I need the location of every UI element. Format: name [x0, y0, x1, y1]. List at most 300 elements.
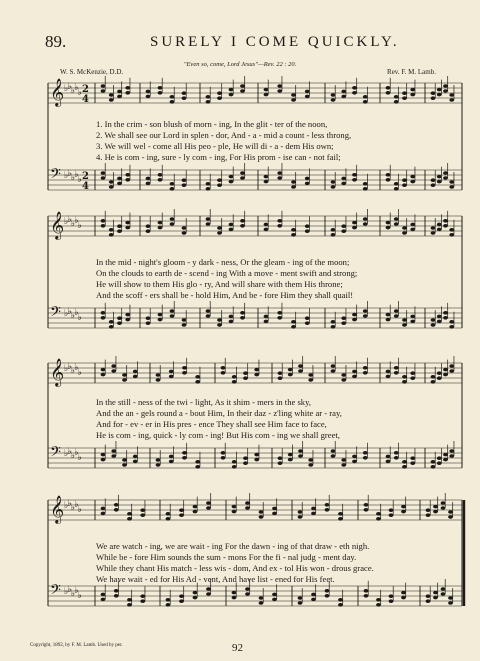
note-head [217, 231, 222, 235]
note-head [341, 373, 346, 377]
note-head [277, 89, 282, 93]
note-head [170, 187, 175, 191]
note-head [352, 221, 357, 225]
lyric-line: 4. He is com - ing, sure - ly com - ing, For His prom - ise can - not fail; [96, 152, 341, 162]
note-head [449, 93, 454, 97]
note-head [101, 84, 106, 88]
note-head [433, 510, 438, 514]
flat-sign-icon: ♭ [77, 368, 82, 378]
note-head [109, 325, 114, 329]
note-head [259, 601, 264, 605]
note-head [101, 373, 106, 377]
note-head [232, 591, 237, 595]
note-head [433, 505, 438, 509]
note-head [363, 182, 368, 186]
note-head [277, 311, 282, 315]
note-head [331, 449, 336, 453]
note-head [402, 318, 407, 322]
note-head [426, 599, 431, 603]
note-head [338, 517, 343, 521]
treble-clef-icon: 𝄞 [50, 211, 65, 239]
note-head [101, 171, 106, 175]
note-head [232, 375, 237, 379]
note-head [277, 316, 282, 320]
note-head [431, 375, 436, 379]
note-head [232, 380, 237, 384]
note-head [352, 173, 357, 177]
note-head [443, 316, 448, 320]
note-head [193, 591, 198, 595]
note-head [169, 455, 174, 459]
note-head [182, 91, 187, 95]
note-head [245, 501, 250, 505]
note-head [158, 221, 163, 225]
note-head [195, 465, 200, 469]
note-head [352, 370, 357, 374]
note-head [179, 599, 184, 603]
note-head [394, 187, 399, 191]
note-head [441, 592, 446, 596]
note-head [341, 229, 346, 233]
note-head [341, 90, 346, 94]
note-head [298, 454, 303, 458]
note-head [243, 376, 248, 380]
note-head [394, 309, 399, 313]
note-head [341, 224, 346, 228]
note-head [305, 316, 310, 320]
note-head [101, 316, 106, 320]
note-head [431, 465, 436, 469]
treble-clef-icon: 𝄞 [50, 78, 65, 106]
note-head [206, 100, 211, 104]
note-head [125, 91, 130, 95]
note-head [125, 313, 130, 317]
flat-sign-icon: ♭ [74, 83, 79, 93]
note-head [264, 315, 269, 319]
note-head [389, 594, 394, 598]
note-head [158, 178, 163, 182]
note-head [431, 380, 436, 384]
note-head [386, 455, 391, 459]
note-head [264, 223, 269, 227]
bass-clef-icon: 𝄢 [50, 304, 61, 324]
note-head [389, 513, 394, 517]
note-head [298, 510, 303, 514]
note-head [206, 592, 211, 596]
flat-sign-icon: ♭ [77, 453, 82, 463]
note-head [308, 458, 313, 462]
note-head [109, 320, 114, 324]
lyric-line: We are watch - ing, we are wait - ing For the dawn - ing of that draw - eth nigh. [96, 541, 370, 551]
note-head [394, 314, 399, 318]
note-head [352, 375, 357, 379]
note-head [386, 221, 391, 225]
note-head [217, 91, 222, 95]
note-head [146, 316, 151, 320]
note-head [101, 219, 106, 223]
note-head [311, 593, 316, 597]
lyric-line: 3. We will wel - come all His peo - ple, He will di - a - dem His own; [96, 141, 334, 151]
note-head [363, 217, 368, 221]
note-head [410, 93, 415, 97]
note-head [394, 451, 399, 455]
note-head [206, 95, 211, 99]
note-head [449, 98, 454, 102]
flat-sign-icon: ♭ [70, 589, 76, 599]
note-head [277, 224, 282, 228]
note-head [386, 173, 391, 177]
note-head [402, 183, 407, 187]
note-head [240, 171, 245, 175]
note-head [431, 91, 436, 95]
note-head [127, 517, 132, 521]
note-head [254, 368, 259, 372]
note-head [259, 515, 264, 519]
note-head [240, 219, 245, 223]
note-head [331, 364, 336, 368]
note-head [308, 378, 313, 382]
note-head [449, 369, 454, 373]
note-head [133, 455, 138, 459]
note-head [448, 515, 453, 519]
note-head [170, 217, 175, 221]
note-head [277, 171, 282, 175]
flat-sign-icon: ♭ [70, 173, 76, 183]
note-head [291, 180, 296, 184]
note-head [272, 512, 277, 516]
note-head [169, 370, 174, 374]
note-head [443, 89, 448, 93]
hymn-number: 89. [45, 32, 67, 51]
note-head [101, 507, 106, 511]
note-head [217, 96, 222, 100]
flat-sign-icon: ♭ [77, 221, 82, 231]
note-head [221, 371, 226, 375]
note-head [193, 596, 198, 600]
note-head [240, 224, 245, 228]
note-head [240, 89, 245, 93]
note-head [182, 451, 187, 455]
note-head [437, 315, 442, 319]
note-head [341, 182, 346, 186]
note-head [158, 313, 163, 317]
note-head [308, 373, 313, 377]
note-head [431, 323, 436, 327]
note-head [182, 178, 187, 182]
flat-sign-icon: ♭ [67, 307, 72, 317]
note-head [298, 596, 303, 600]
note-head [449, 364, 454, 368]
note-head [291, 320, 296, 324]
note-head [195, 460, 200, 464]
flat-sign-icon: ♭ [67, 82, 72, 92]
note-head [363, 451, 368, 455]
note-head [278, 376, 283, 380]
note-head [443, 219, 448, 223]
note-head [182, 231, 187, 235]
note-head [156, 378, 161, 382]
note-head [402, 323, 407, 327]
note-head [437, 228, 442, 232]
note-head [410, 175, 415, 179]
note-head [311, 598, 316, 602]
note-head [331, 180, 336, 184]
note-head [443, 373, 448, 377]
note-head [410, 88, 415, 92]
note-head [394, 366, 399, 370]
note-head [394, 100, 399, 104]
note-head [206, 314, 211, 318]
note-head [278, 461, 283, 465]
note-head [341, 95, 346, 99]
note-head [363, 366, 368, 370]
note-head [363, 314, 368, 318]
flat-sign-icon: ♭ [74, 170, 79, 180]
lyric-line: We have wait - ed for His Ad - vent, And have list - ened for His feet. [96, 574, 335, 584]
flat-sign-icon: ♭ [67, 447, 72, 457]
note-head [291, 98, 296, 102]
note-head [229, 88, 234, 92]
note-head [441, 501, 446, 505]
note-head [449, 233, 454, 237]
note-head [264, 180, 269, 184]
note-head [331, 93, 336, 97]
lyric-line: He is com - ing, quick - ly com - ing! But His com - ing we shall greet, [96, 430, 340, 440]
note-head [232, 596, 237, 600]
note-head [402, 460, 407, 464]
time-signature: 2 [82, 84, 89, 95]
note-head [402, 375, 407, 379]
note-head [431, 231, 436, 235]
lyricist-credit: W. S. McKenzie, D.D. [60, 68, 124, 76]
note-head [352, 178, 357, 182]
note-head [243, 461, 248, 465]
note-head [229, 320, 234, 324]
note-head [364, 589, 369, 593]
note-head [206, 587, 211, 591]
note-head [101, 593, 106, 597]
note-head [114, 503, 119, 507]
note-head [169, 460, 174, 464]
note-head [117, 321, 122, 325]
note-head [441, 587, 446, 591]
note-head [437, 93, 442, 97]
note-head [402, 178, 407, 182]
note-head [182, 183, 187, 187]
note-head [101, 368, 106, 372]
note-head [182, 323, 187, 327]
note-head [443, 458, 448, 462]
note-head [166, 512, 171, 516]
note-head [386, 86, 391, 90]
flat-sign-icon: ♭ [64, 171, 69, 181]
note-head [101, 176, 106, 180]
note-head [229, 228, 234, 232]
note-head [206, 217, 211, 221]
note-head [170, 182, 175, 186]
note-head [158, 91, 163, 95]
note-head [363, 309, 368, 313]
note-head [394, 456, 399, 460]
note-head [125, 226, 130, 230]
note-head [449, 180, 454, 184]
flat-sign-icon: ♭ [64, 364, 69, 374]
note-head [243, 371, 248, 375]
flat-sign-icon: ♭ [70, 451, 76, 461]
note-head [352, 86, 357, 90]
note-head [158, 318, 163, 322]
note-head [298, 369, 303, 373]
note-head [125, 178, 130, 182]
note-head [288, 458, 293, 462]
note-head [221, 456, 226, 460]
note-head [133, 460, 138, 464]
note-head [127, 598, 132, 602]
note-head [410, 223, 415, 227]
note-head [437, 320, 442, 324]
page-number: 92 [232, 642, 243, 654]
note-head [195, 380, 200, 384]
note-head [254, 453, 259, 457]
note-head [449, 228, 454, 232]
note-head [311, 507, 316, 511]
note-head [109, 185, 114, 189]
note-head [437, 376, 442, 380]
note-head [170, 314, 175, 318]
note-head [101, 458, 106, 462]
note-head [229, 315, 234, 319]
note-head [305, 95, 310, 99]
note-head [182, 366, 187, 370]
note-head [109, 98, 114, 102]
note-head [229, 180, 234, 184]
note-head [140, 599, 145, 603]
note-head [245, 592, 250, 596]
flat-sign-icon: ♭ [74, 308, 79, 318]
note-head [410, 180, 415, 184]
note-head [443, 368, 448, 372]
note-head [448, 596, 453, 600]
note-head [140, 513, 145, 517]
note-head [402, 231, 407, 235]
note-head [402, 465, 407, 469]
note-head [437, 456, 442, 460]
note-head [170, 95, 175, 99]
note-head [101, 453, 106, 457]
note-head [217, 178, 222, 182]
note-head [338, 598, 343, 602]
note-head [272, 598, 277, 602]
flat-sign-icon: ♭ [64, 217, 69, 227]
note-head [146, 90, 151, 94]
note-head [364, 594, 369, 598]
note-head [298, 364, 303, 368]
lyric-line: And the scoff - ers shall be - hold Him, And be - fore Him they shall quail! [96, 290, 354, 300]
lyric-line: While be - fore Him sounds the sum - mons For the fi - nal judg - ment day. [96, 552, 357, 562]
note-head [410, 461, 415, 465]
lyric-line: 1. In the crim - son blush of morn - ing, In the glit - ter of the noon, [96, 119, 328, 129]
note-head [232, 460, 237, 464]
note-head [311, 512, 316, 516]
note-head [443, 311, 448, 315]
note-head [206, 501, 211, 505]
note-head [394, 95, 399, 99]
note-head [331, 228, 336, 232]
note-head [146, 182, 151, 186]
note-head [389, 599, 394, 603]
flat-sign-icon: ♭ [74, 363, 79, 373]
flat-sign-icon: ♭ [67, 499, 72, 509]
note-head [437, 461, 442, 465]
note-head [449, 185, 454, 189]
note-head [254, 458, 259, 462]
flat-sign-icon: ♭ [67, 585, 72, 595]
note-head [193, 505, 198, 509]
note-head [331, 185, 336, 189]
note-head [401, 591, 406, 595]
note-head [277, 84, 282, 88]
lyric-line: While they chant His match - less wis - dom, And ex - tol His won - drous grace. [96, 563, 374, 573]
note-head [166, 603, 171, 607]
note-head [352, 91, 357, 95]
note-head [109, 233, 114, 237]
note-head [443, 171, 448, 175]
note-head [433, 596, 438, 600]
note-head [352, 460, 357, 464]
note-head [288, 368, 293, 372]
note-head [363, 456, 368, 460]
note-head [325, 503, 330, 507]
note-head [443, 176, 448, 180]
note-head [386, 91, 391, 95]
note-head [125, 221, 130, 225]
note-head [291, 93, 296, 97]
note-head [278, 456, 283, 460]
note-head [363, 187, 368, 191]
note-head [389, 508, 394, 512]
note-head [386, 313, 391, 317]
note-head [146, 95, 151, 99]
note-head [305, 229, 310, 233]
note-head [182, 371, 187, 375]
note-head [109, 228, 114, 232]
note-head [111, 449, 116, 453]
note-head [232, 510, 237, 514]
note-head [109, 180, 114, 184]
note-head [125, 86, 130, 90]
note-head [217, 226, 222, 230]
note-head [352, 318, 357, 322]
note-head [117, 90, 122, 94]
note-head [140, 508, 145, 512]
note-head [217, 183, 222, 187]
note-head [325, 589, 330, 593]
note-head [122, 458, 127, 462]
flat-sign-icon: ♭ [77, 591, 82, 601]
lyric-line: And for - ev - er in His pres - ence They shall see Him face to face, [96, 419, 327, 429]
lyric-line: On the clouds to earth de - scend - ing With a move - ment swift and strong; [96, 268, 358, 278]
note-head [386, 460, 391, 464]
note-head [305, 90, 310, 94]
note-head [125, 318, 130, 322]
note-head [291, 228, 296, 232]
note-head [206, 309, 211, 313]
note-head [437, 371, 442, 375]
note-head [179, 594, 184, 598]
note-head [331, 369, 336, 373]
note-head [305, 177, 310, 181]
note-head [443, 84, 448, 88]
